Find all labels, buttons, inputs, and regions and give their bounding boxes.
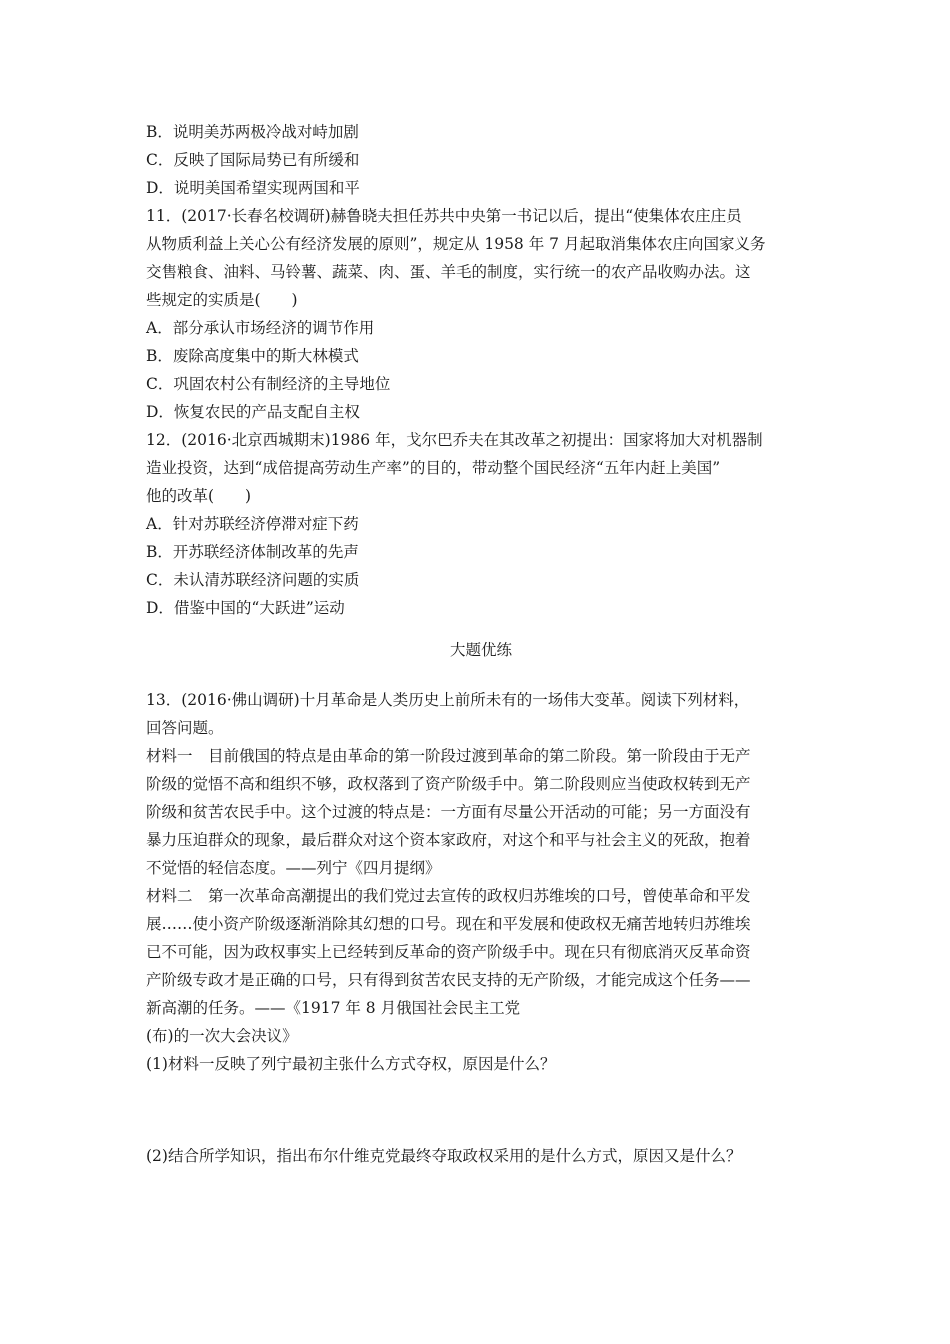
question-stem-line: 13．(2016·佛山调研)十月革命是人类历史上前所未有的一场伟大变革。阅读下列材料， [146,691,750,709]
option-b: B．说明美苏两极冷战对峙加剧 [146,123,359,141]
sub-question-2: (2)结合所学知识，指出布尔什维克党最终夺取政权采用的是什么方式，原因又是什么？ [146,1147,742,1165]
material-line: (布)的一次大会决议》 [146,1027,298,1045]
question-11 [146,202,816,426]
question-12 [146,426,816,622]
option-d: D．说明美国希望实现两国和平 [146,179,360,197]
question-13 [146,686,816,1170]
option-c: C．巩固农村公有制经济的主导地位 [146,375,391,393]
option-c: C．反映了国际局势已有所缓和 [146,151,360,169]
material-1 [146,742,816,882]
material-line: 材料一 目前俄国的特点是由革命的第一阶段过渡到革命的第二阶段。第一阶段由于无产 [146,747,751,765]
q10-options [146,118,816,202]
question-stem-line: 些规定的实质是( ) [146,291,298,309]
material-line: 新高潮的任务。——《1917 年 8 月俄国社会民主工党 [146,999,521,1017]
option-b: B．废除高度集中的斯大林模式 [146,347,359,365]
question-stem-line: 造业投资，达到“成倍提高劳动生产率”的目的，带动整个国民经济“五年内赶上美国” [146,459,721,477]
option-b: B．开苏联经济体制改革的先声 [146,543,359,561]
material-line: 已不可能，因为政权事实上已经转到反革命的资产阶级手中。现在只有彻底消灭反革命资 [146,943,751,961]
question-stem-line: 12．(2016·北京西城期末)1986 年，戈尔巴乔夫在其改革之初提出：国家将加大对机器制 [146,431,763,449]
option-a: A．部分承认市场经济的调节作用 [146,319,375,337]
option-a: A．针对苏联经济停滞对症下药 [146,515,359,533]
material-line: 产阶级专政才是正确的口号，只有得到贫苦农民支持的无产阶级，才能完成这个任务—— [146,971,751,989]
question-stem-line: 11．(2017·长春名校调研)赫鲁晓夫担任苏共中央第一书记以后，提出“使集体农庄庄员 [146,207,742,225]
question-stem-line: 从物质利益上关心公有经济发展的原则”，规定从 1958 年 7 月起取消集体农庄向国家义务 [146,235,766,253]
option-d: D．借鉴中国的“大跃进”运动 [146,599,345,617]
option-c: C．未认清苏联经济问题的实质 [146,571,360,589]
material-line: 不觉悟的轻信态度。——列宁《四月提纲》 [146,859,441,877]
material-2 [146,882,816,1050]
question-stem-line: 交售粮食、油料、马铃薯、蔬菜、肉、蛋、羊毛的制度，实行统一的农产品收购办法。这 [146,263,751,281]
material-line: 材料二 第一次革命高潮提出的我们党过去宣传的政权归苏维埃的口号，曾使革命和平发 [146,887,751,905]
answer-space [146,1078,816,1142]
sub-question-1: (1)材料一反映了列宁最初主张什么方式夺权，原因是什么？ [146,1055,556,1073]
question-stem-line: 他的改革( ) [146,487,252,505]
page-content [146,118,816,1170]
question-stem-line: 回答问题。 [146,719,224,737]
material-line: 阶级的觉悟不高和组织不够，政权落到了资产阶级手中。第二阶段则应当使政权转到无产 [146,775,751,793]
material-line: 暴力压迫群众的现象，最后群众对这个资本家政府，对这个和平与社会主义的死敌，抱着 [146,831,751,849]
section-title: 大题优练 [449,641,512,659]
option-d: D．恢复农民的产品支配自主权 [146,403,360,421]
material-line: 展……使小资产阶级逐渐消除其幻想的口号。现在和平发展和使政权无痛苦地转归苏维埃 [146,915,751,933]
material-line: 阶级和贫苦农民手中。这个过渡的特点是：一方面有尽量公开活动的可能；另一方面没有 [146,803,751,821]
